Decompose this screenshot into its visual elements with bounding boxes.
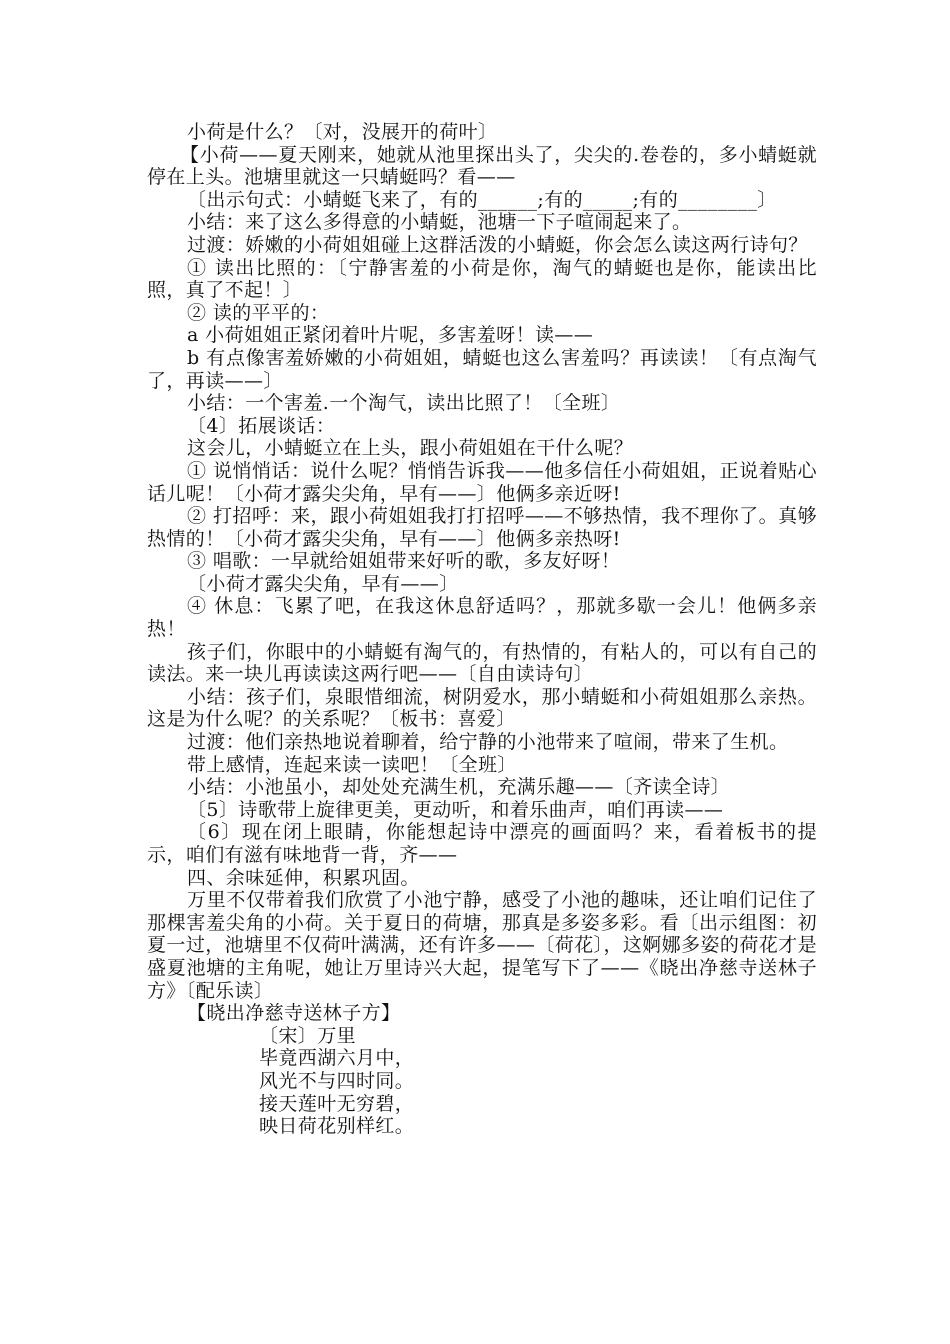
poem-line: 映日荷花别样红。 (259, 1115, 415, 1138)
paragraph: 小结：来了这么多得意的小蜻蜓，池塘一下子喧闹起来了。 (187, 211, 692, 234)
paragraph: ① 读出比照的：〔宁静害羞的小荷是你，淘气的蜻蜓也是你，能读出比照，真了不起！〕 (147, 256, 817, 302)
paragraph: 〔5〕诗歌带上旋律更美，更动听，和着乐曲声，咱们再读—— (187, 798, 724, 821)
paragraph: 带上感情，连起来读一读吧！〔全班〕 (187, 753, 517, 776)
paragraph: ② 打招呼：来，跟小荷姐姐我打打招呼——不够热情，我不理你了。真够热情的！〔小荷才露尖尖角，早有——〕他俩多亲热呀! (147, 505, 817, 550)
poem-title: 【晓出净慈寺送林子方】 (187, 1002, 401, 1025)
paragraph: 〔小荷才露尖尖角，早有——〕 (187, 572, 459, 595)
document-page (147, 121, 817, 1138)
paragraph: 【小荷——夏天刚来，她就从池里探出头了，尖尖的.卷卷的，多小蜻蜓就停在上头。池塘里就这一只蜻蜓吗？看—— (147, 143, 817, 189)
paragraph: 〔6〕现在闭上眼睛，你能想起诗中漂亮的画面吗？来，看着板书的提示，咱们有滋有味地背一背，齐—— (147, 821, 817, 866)
paragraph: 小结：孩子们，泉眼惜细流，树阴爱水，那小蜻蜓和小荷姐姐那么亲热。这是为什么呢？的关系呢？〔板书：喜爱〕 (147, 685, 817, 731)
poem-author: 〔宋〕万里 (259, 1024, 357, 1047)
paragraph: 万里不仅带着我们欣赏了小池宁静，感受了小池的趣味，还让咱们记住了那棵害羞尖角的小荷。关于夏日的荷塘，那真是多姿多彩。看〔出示组图：初夏一过，池塘里不仅荷叶满满，还有许多——〔荷花〕，这婀娜多姿的荷花才是盛夏池塘的主角呢，她让万里诗兴大起，提笔写下了——《晓出净慈寺送林子方》〔配乐读〕 (147, 889, 817, 1002)
paragraph: 孩子们，你眼中的小蜻蜓有淘气的，有热情的，有粘人的，可以有自己的读法。来一块儿再读读这两行吧——〔自由读诗句〕 (147, 640, 817, 686)
paragraph: 过渡：他们亲热地说着聊着，给宁静的小池带来了喧闹，带来了生机。 (187, 731, 789, 754)
paragraph: ② 读的平平的： (187, 301, 330, 324)
poem-line: 风光不与四时同。 (259, 1069, 415, 1092)
paragraph: b 有点像害羞娇嫩的小荷姐姐，蜻蜓也这么害羞吗？再读读！〔有点淘气了，再读——〕 (147, 346, 817, 392)
paragraph: 小荷是什么？〔对，没展开的荷叶〕 (187, 121, 498, 143)
paragraph: 小结：小池虽小，却处处充满生机，充满乐趣——〔齐读全诗〕 (187, 776, 731, 799)
paragraph: 〔4〕拓展谈话： (187, 414, 336, 437)
paragraph: 四、余味延伸，积累巩固。 (187, 866, 420, 889)
paragraph: 过渡：娇嫩的小荷姐姐碰上这群活泼的小蜻蜓，你会怎么读这两行诗句？ (187, 233, 808, 256)
paragraph: ③ 唱歌：一早就给姐姐带来好听的歌，多友好呀！ (187, 550, 621, 573)
paragraph: a 小荷姐姐正紧闭着叶片呢，多害羞呀！读—— (187, 324, 594, 347)
paragraph: 〔出示句式：小蜻蜓飞来了，有的______;有的_____;有的________〕 (187, 188, 777, 211)
poem-line: 接天莲叶无穷碧， (259, 1092, 415, 1115)
paragraph: ① 说悄悄话：说什么呢？悄悄告诉我——他多信任小荷姐姐，正说着贴心话儿呢！〔小荷才露尖尖角，早有——〕他俩多亲近呀! (147, 459, 817, 505)
poem-line: 毕竟西湖六月中， (259, 1047, 415, 1070)
paragraph: 这会儿，小蜻蜓立在上头，跟小荷姐姐在干什么呢？ (187, 437, 634, 460)
poem (147, 1002, 817, 1138)
paragraph: 小结：一个害羞.一个淘气，读出比照了！〔全班〕 (187, 392, 621, 415)
paragraph: ④ 休息：飞累了吧，在我这休息舒适吗？，那就多歇一会儿！他俩多亲热！ (147, 595, 817, 641)
